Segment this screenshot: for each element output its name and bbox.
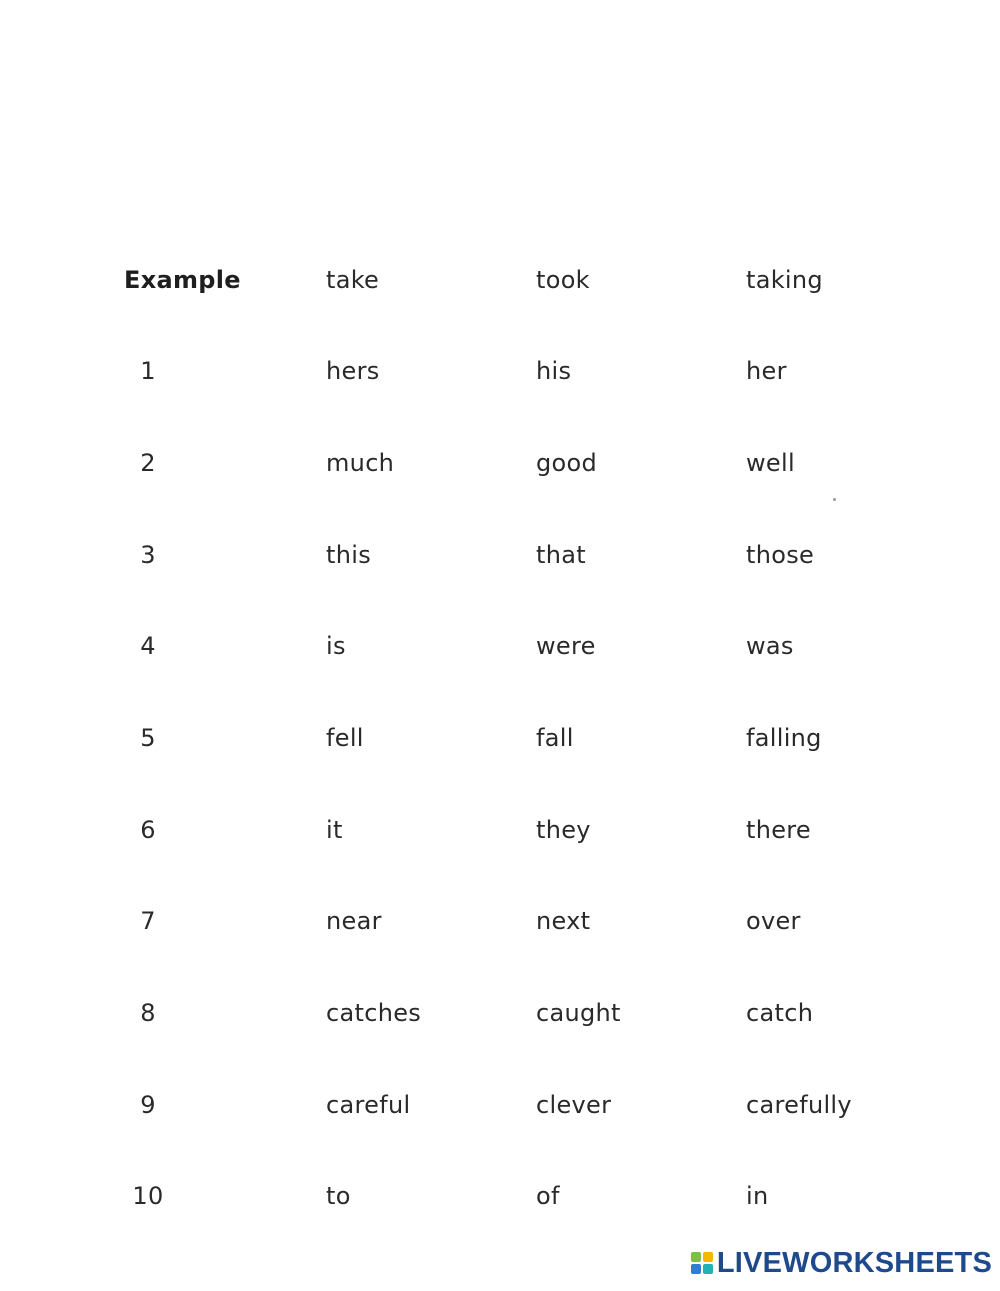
question-row-3 (0, 535, 1000, 575)
liveworksheets-logo-icon (691, 1252, 713, 1274)
word-option[interactable]: good (536, 449, 598, 477)
brand-name: LIVEWORKSHEETS (716, 1247, 992, 1279)
word-option[interactable]: hers (326, 357, 380, 385)
word-option[interactable]: of (536, 1182, 560, 1210)
word-option[interactable]: well (746, 449, 795, 477)
question-number: 2 (140, 449, 156, 477)
question-row-9 (0, 1085, 1000, 1125)
word-option[interactable]: catch (746, 999, 814, 1027)
example-word-2: took (536, 266, 590, 294)
example-label: Example (124, 266, 241, 294)
question-number: 1 (140, 357, 156, 385)
word-option[interactable]: over (746, 907, 801, 935)
example-word-1: take (326, 266, 380, 294)
word-option[interactable]: it (326, 816, 343, 844)
word-option[interactable]: much (326, 449, 395, 477)
word-option[interactable]: carefully (746, 1091, 852, 1119)
scan-speck (833, 498, 836, 501)
word-option[interactable]: was (746, 632, 794, 660)
word-option[interactable]: there (746, 816, 811, 844)
word-option[interactable]: next (536, 907, 591, 935)
example-row (0, 260, 1000, 300)
word-option[interactable]: her (746, 357, 787, 385)
liveworksheets-brand (691, 1247, 992, 1279)
word-option[interactable]: they (536, 816, 591, 844)
question-row-5 (0, 718, 1000, 758)
word-option[interactable]: those (746, 541, 815, 569)
word-option[interactable]: to (326, 1182, 351, 1210)
question-number: 8 (140, 999, 156, 1027)
question-row-8 (0, 993, 1000, 1033)
question-number: 10 (132, 1182, 164, 1210)
word-option[interactable]: clever (536, 1091, 612, 1119)
question-number: 9 (140, 1091, 156, 1119)
word-option[interactable]: that (536, 541, 586, 569)
example-word-3: taking (746, 266, 823, 294)
question-row-6 (0, 810, 1000, 850)
word-option[interactable]: near (326, 907, 382, 935)
question-row-1 (0, 351, 1000, 391)
question-number: 4 (140, 632, 156, 660)
word-option[interactable]: catches (326, 999, 422, 1027)
word-option[interactable]: in (746, 1182, 769, 1210)
word-option[interactable]: falling (746, 724, 822, 752)
question-row-10 (0, 1176, 1000, 1216)
question-row-2 (0, 443, 1000, 483)
question-row-4 (0, 626, 1000, 666)
word-option[interactable]: this (326, 541, 371, 569)
question-row-7 (0, 901, 1000, 941)
question-number: 3 (140, 541, 156, 569)
question-number: 6 (140, 816, 156, 844)
word-option[interactable]: is (326, 632, 346, 660)
question-number: 5 (140, 724, 156, 752)
word-option[interactable]: careful (326, 1091, 411, 1119)
word-option[interactable]: were (536, 632, 596, 660)
word-option[interactable]: his (536, 357, 572, 385)
word-option[interactable]: fall (536, 724, 574, 752)
question-number: 7 (140, 907, 156, 935)
word-option[interactable]: fell (326, 724, 364, 752)
word-option[interactable]: caught (536, 999, 621, 1027)
